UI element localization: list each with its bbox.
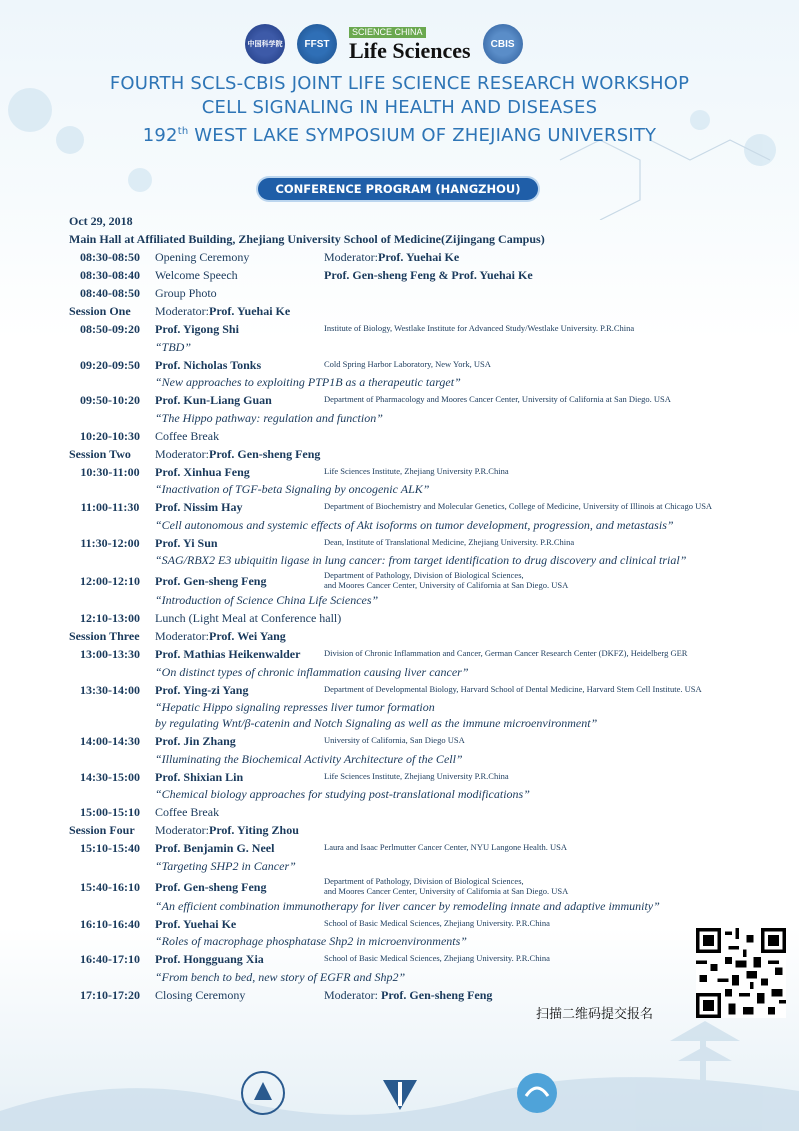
- talk-row: 09:50-10:20 Prof. Kun-Liang Guan Department of Pharmacology and Moores Cancer Center, University of California at San Diego. USA: [80, 393, 671, 407]
- talk-title: “Cell autonomous and systemic effects of Akt isoforms on tumor development, progression, and metastasis”: [155, 517, 674, 532]
- talk-title: “Hepatic Hippo signaling represses liver tumor formation: [155, 700, 435, 714]
- journal-logo: [349, 27, 471, 62]
- schedule-row: 08:30-08:40 Welcome Speech Prof. Gen-sheng Feng & Prof. Yuehai Ke: [80, 268, 533, 282]
- medical-school-logo: [377, 1070, 423, 1116]
- talk-title: “Chemical biology approaches for studying post-translational modifications”: [155, 787, 530, 801]
- workshop-titles: [0, 72, 799, 148]
- talk-title: “Roles of macrophage phosphatase Shp2 in microenvironments”: [155, 934, 467, 948]
- journal-tag: SCIENCE CHINA: [349, 27, 426, 38]
- talk-row: 15:40-16:10 Prof. Gen-sheng Feng Department of Pathology, Division of Biological Sciences, and Moores Cancer Center, University of California at San Diego. USA: [80, 875, 569, 896]
- session-header: Session One Moderator:Prof. Yuehai Ke: [69, 304, 291, 318]
- talk-row: 08:50-09:20 Prof. Yigong Shi Institute of Biology, Westlake Institute for Advanced Study/Westlake University. P.R.China: [80, 322, 635, 336]
- program-venue: Main Hall at Affiliated Building, Zhejiang University School of Medicine(Zijingang Campus): [69, 232, 545, 246]
- talk-row: 13:00-13:30 Prof. Mathias Heikenwalder Division of Chronic Inflammation and Cancer, German Cancer Research Center (DKFZ), Heidelberg GER: [80, 647, 688, 661]
- title-line-1: FOURTH SCLS-CBIS JOINT LIFE SCIENCE RESEARCH WORKSHOP: [109, 73, 690, 94]
- talk-title: “An efficient combination immunotherapy for liver cancer by remodeling innate and adaptive immunity”: [155, 898, 660, 913]
- talk-title: “SAG/RBX2 E3 ubiquitin ligase in lung cancer: from target identification to drug discovery and clinical trial”: [155, 553, 687, 567]
- program-date: Oct 29, 2018: [69, 214, 133, 228]
- talk-title: “TBD”: [155, 339, 192, 354]
- schedule-row: 15:00-15:10 Coffee Break: [80, 805, 220, 819]
- schedule-row: 17:10-17:20 Closing Ceremony Moderator: Prof. Gen-sheng Feng: [80, 987, 493, 1002]
- talk-row: 15:10-15:40 Prof. Benjamin G. Neel Laura and Isaac Perlmutter Cancer Center, NYU Langone Health. USA: [80, 841, 568, 855]
- zhejiang-university-logo: [240, 1070, 286, 1116]
- talk-row: 13:30-14:00 Prof. Ying-zi Yang Department of Developmental Biology, Harvard School of Dental Medicine, Harvard Stem Cell Institute. USA: [80, 682, 702, 697]
- talk-row: 11:30-12:00 Prof. Yi Sun Dean, Institute of Translational Medicine, Zhejiang University. P.R.China: [80, 535, 575, 550]
- schedule-row: 08:40-08:50 Group Photo: [80, 286, 217, 300]
- title-line-2: CELL SIGNALING IN HEALTH AND DISEASES: [201, 97, 598, 118]
- cas-logo: 中国科学院: [245, 24, 285, 64]
- title-line-3: 192th WEST LAKE SYMPOSIUM OF ZHEJIANG UNIVERSITY: [142, 125, 657, 146]
- footer-logos: [240, 1070, 560, 1116]
- talk-title: “Inactivation of TGF-beta Signaling by oncogenic ALK”: [155, 482, 430, 496]
- header-logos: [245, 20, 523, 68]
- ffst-logo: FFST: [297, 24, 337, 64]
- talk-title: “New approaches to exploiting PTP1B as a therapeutic target”: [155, 375, 461, 389]
- talk-title: “On distinct types of chronic inflammation causing liver cancer”: [155, 664, 469, 679]
- talk-row: 14:30-15:00 Prof. Shixian Lin Life Sciences Institute, Zhejiang University P.R.China: [80, 769, 509, 784]
- talk-title: “Illuminating the Biochemical Activity Architecture of the Cell”: [155, 751, 463, 766]
- qr-caption: 扫描二维码提交报名: [536, 1007, 654, 1022]
- conference-program-badge: CONFERENCE PROGRAM (HANGZHOU): [258, 178, 538, 200]
- schedule-row: 08:30-08:50 Opening Ceremony Moderator:Prof. Yuehai Ke: [80, 250, 460, 264]
- talk-title: “Introduction of Science China Life Sciences”: [155, 593, 379, 607]
- talk-title: “From bench to bed, new story of EGFR and Shp2”: [155, 969, 406, 984]
- schedule-row: 12:10-13:00 Lunch (Light Meal at Conference hall): [80, 611, 342, 625]
- talk-row: 11:00-11:30 Prof. Nissim Hay Department of Biochemistry and Molecular Genetics, College of Medicine, University of Illinois at Chicago USA: [80, 500, 713, 514]
- talk-row: 09:20-09:50 Prof. Nicholas Tonks Cold Spring Harbor Laboratory, New York, USA: [80, 357, 491, 372]
- talk-title: “Targeting SHP2 in Cancer”: [155, 858, 296, 873]
- talk-title: “The Hippo pathway: regulation and function”: [155, 410, 383, 425]
- session-header: Session Four Moderator:Prof. Yiting Zhou: [69, 823, 299, 837]
- talk-row: 10:30-11:00 Prof. Xinhua Feng Life Sciences Institute, Zhejiang University P.R.China: [80, 464, 509, 479]
- talk-row: 16:40-17:10 Prof. Hongguang Xia School of Basic Medical Sciences, Zhejiang University. P.R.China: [80, 952, 550, 966]
- session-header: Session Two Moderator:Prof. Gen-sheng Feng: [69, 446, 321, 461]
- registration-qr-code[interactable]: [696, 928, 786, 1018]
- talk-row: 16:10-16:40 Prof. Yuehai Ke School of Basic Medical Sciences, Zhejiang University. P.R.China: [80, 916, 550, 931]
- session-header: Session Three Moderator:Prof. Wei Yang: [69, 629, 286, 643]
- talk-row: 12:00-12:10 Prof. Gen-sheng Feng Department of Pathology, Division of Biological Sciences, and Moores Cancer Center, University of California at San Diego. USA: [80, 570, 569, 590]
- journal-name: Life Sciences: [349, 37, 471, 63]
- westlake-symposium-logo: [514, 1070, 560, 1116]
- cbis-logo: CBIS: [483, 24, 523, 64]
- schedule-row: 10:20-10:30 Coffee Break: [80, 428, 220, 443]
- program-schedule: [69, 250, 769, 1006]
- talk-title: by regulating Wnt/β-catenin and Notch Signaling as well as the immune microenvironment”: [155, 716, 598, 730]
- talk-row: 14:00-14:30 Prof. Jin Zhang University of California, San Diego USA: [80, 734, 465, 748]
